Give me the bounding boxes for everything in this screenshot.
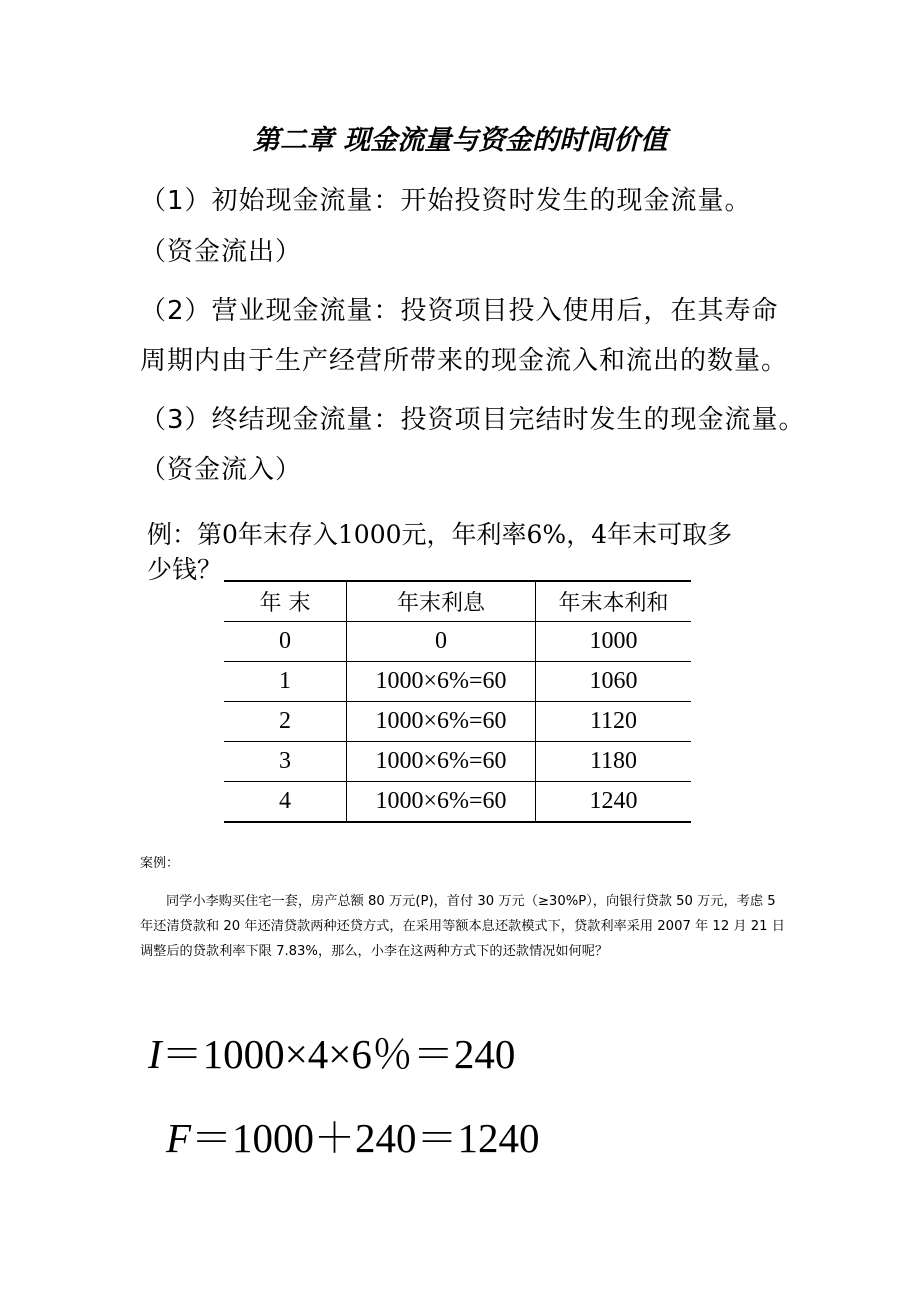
case-text: 同学小李购买住宅一套，房产总额 80 万元(P)，首付 30 万元（≥30%P），向银行贷款 50 万元，考虑 5 年还清贷款和 20 年还清贷款两种还贷方式，在采用等额本息还款模式下，贷款利率采用 2007 年 12 月 21 日调整后的贷款利率下限 7.83%，那么，小李在这两种方式下的还款情况如何呢？	[140, 894, 785, 959]
cell-year: 2	[224, 702, 347, 742]
paragraph-operating-cash-flow-cont: 周期内由于生产经营所带来的现金流入和流出的数量。	[140, 346, 789, 376]
formula-expression: ＝1000＋240＝1240	[191, 1115, 540, 1161]
cell-year: 0	[224, 622, 347, 662]
table-header-row	[224, 581, 691, 622]
paragraph-terminal-cash-flow: （3）终结现金流量：投资项目完结时发生的现金流量。	[140, 405, 806, 435]
table-row	[224, 622, 691, 662]
formula-variable: F	[166, 1115, 192, 1161]
table-row	[224, 702, 691, 742]
cell-total: 1240	[589, 788, 638, 814]
paragraph-initial-cash-flow: （1）初始现金流量：开始投资时发生的现金流量。	[140, 186, 752, 216]
cell-interest: 1000×6%=60	[347, 662, 536, 702]
cell-year: 3	[224, 742, 347, 782]
cell-year: 4	[224, 782, 347, 823]
example-question: 例：第0年末存入1000元，年利率6%，4年末可取多	[147, 520, 733, 549]
case-label: 案例：	[140, 856, 180, 871]
cell-total: 1180	[589, 748, 638, 774]
paragraph-operating-cash-flow: （2）营业现金流量：投资项目投入使用后，在其寿命	[140, 296, 779, 326]
cell-interest: 0	[347, 622, 536, 662]
header-interest: 年末利息	[347, 581, 536, 622]
example-question-cont: 少钱？	[147, 555, 223, 584]
cell-interest: 1000×6%=60	[347, 702, 536, 742]
paragraph-initial-cash-flow-note: （资金流出）	[140, 237, 303, 267]
table-row	[224, 742, 691, 782]
cell-total: 1060	[589, 668, 638, 694]
formula-future-value	[166, 1105, 540, 1164]
header-principal-interest: 年末本利和	[558, 591, 669, 616]
paragraph-terminal-cash-flow-note: （资金流入）	[140, 455, 303, 485]
cell-year: 1	[224, 662, 347, 702]
cell-total: 1120	[589, 708, 638, 734]
interest-table	[224, 580, 691, 823]
table-row	[224, 782, 691, 823]
formula-interest	[148, 1021, 515, 1080]
header-year-end: 年 末	[224, 581, 347, 622]
cell-interest: 1000×6%=60	[347, 782, 536, 823]
cell-interest: 1000×6%=60	[347, 742, 536, 782]
formula-variable: I	[148, 1031, 162, 1077]
formula-expression: ＝1000×4×6％＝240	[161, 1031, 516, 1077]
table-row	[224, 662, 691, 702]
chapter-title: 第二章 现金流量与资金的时间价值	[252, 125, 668, 156]
cell-total: 1000	[589, 628, 638, 654]
